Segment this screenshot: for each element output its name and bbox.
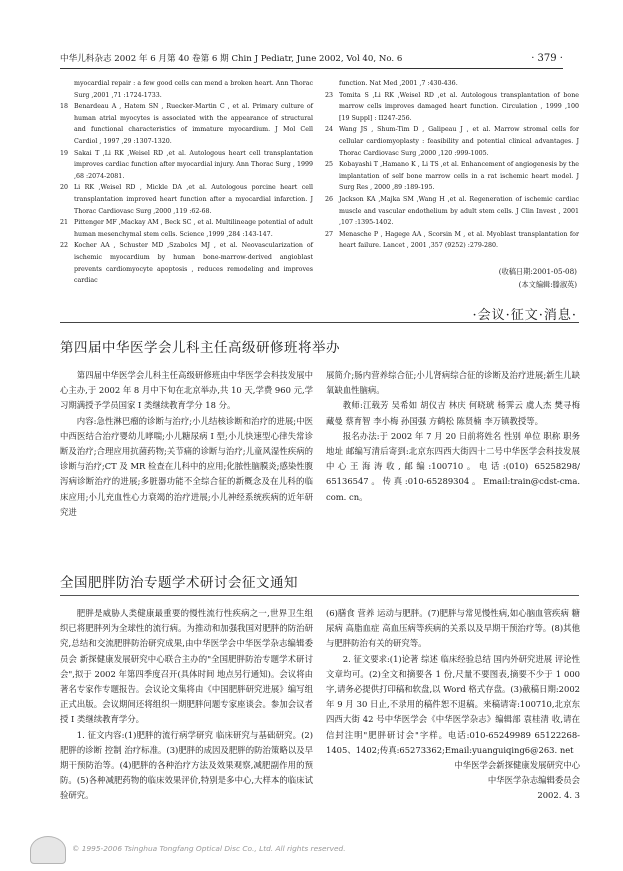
paragraph: 2. 征文要求:(1)论著 综述 临床经验总结 国内外研究进展 评论性文章均可。(2)全文和摘要各 1 份,尺量不要图表,摘要不少于 1 000 字,请务必提供打印稿和软盘,以 Word 格式存盘。(3)截稿日期:2002 年 9 月 30 日止,不录用的稿件恕不退稿。来稿请寄:100710,北京东四西大街 42 号中华医学会《中华医学杂志》编辑部 袁桂清 收,请在信封注明"肥胖研讨会"字样。电话:010-65249989 65122268-1405、1402;传真:65273362;Email:yuanguiqing6@263. net (326, 653, 580, 755)
reference-number: 20 (60, 184, 69, 192)
reference-number: 23 (325, 91, 334, 99)
references-left-column (60, 78, 313, 287)
reference-text: Pittenger MF ,Mackay AM , Beck SC , et al. Multilineage potential of adult human mesenchymal stem cells. Science ,1999 ,284 :143-147. (74, 219, 313, 238)
reference-number: 18 (60, 103, 69, 111)
column-heading: ·会议·征文·消息· (472, 308, 577, 323)
reference-text: Tomita S ,Li RK ,Weisel RD ,et al. Autologous transplantation of bone marrow cells improves damaged heart function. Circulation , 1999 ,100 [19 Suppl] : II247-256. (339, 91, 579, 122)
received-date: (收稿日期:2001-05-08) (498, 267, 577, 276)
reference-text: Wang JS , Shum-Tim D , Galipeau J , et al. Marrow stromal cells for cellular cardiomyoplasty : feasibility and potential clinical advantages. J Thorac Cardiovasc Surg ,2000 ,120 :999-1005. (339, 126, 579, 157)
reference-text: Jackson KA ,Majka SM ,Wang H ,et al. Regeneration of ischemic cardiac muscle and vascular endothelium by adult stem cells. J Clin Invest , 2001 ,107 :1395-1402. (339, 195, 579, 227)
reference-number: 21 (60, 219, 69, 227)
reference-item (60, 78, 313, 101)
signature-line: 中华医学会新探健康发展研究中心 (454, 760, 580, 771)
reference-item (60, 240, 313, 286)
paragraph: 第四届中华医学会儿科主任高级研修班由中华医学会科技发展中心主办,于 2002 年 8 月中下旬在北京举办,共 10 天,学费 960 元,学习期满授予学员国家 I 类继续教育学分 18 分。 (60, 370, 313, 411)
references-right-column (325, 78, 579, 252)
paragraph: 肥胖是威胁人类健康最重要的慢性流行性疾病之一,世界卫生组织已将肥胖列为全球性的流行病。为推动和加强我国对肥胖的防治研究,总结和交流肥胖防治研究成果,由中华医学会中华医学杂志编辑委员会 新探健康发展研究中心联合主办的"全国肥胖防治专题学术研讨会",拟于 2002 年第四季度召开(具体时间 地点另行通知)。会议将由著名专家作专题报告。会议论文集将由《中国肥胖研究进展》编写组正式出版。会议期间还将组织一期肥胖问题专家座谈会。参加会议者授 I 类继续教育学分。 (60, 608, 313, 725)
reference-item (60, 148, 313, 183)
article2-left-column (60, 606, 313, 804)
reference-item (60, 182, 313, 217)
paragraph: 报名办法:于 2002 年 7 月 20 日前将姓名 性别 单位 职称 职务 地址 邮编写清后寄到:北京东四西大街四十二号中华医学会科技发展中心王海涛收,邮编:100710。电话:(010) 65258298/ 65136547。传真:010-65289304。Email:train@cdst-cma. com. cn。 (326, 430, 580, 502)
editor-credit: (本文编辑:滕淑英) (518, 280, 577, 289)
page-number: · 379 · (531, 53, 563, 64)
article1-right-column (326, 368, 580, 505)
reference-item (325, 229, 579, 252)
reference-item (60, 101, 313, 147)
paragraph: 展简介;肠内营养综合征;小儿肾病综合征的诊断及治疗进展;新生儿缺氧缺血性脑病。 (326, 370, 580, 396)
reference-text: Kobayashi T ,Hamano K , Li TS ,et al. Enhancement of angiogenesis by the implantation of self bone marrow cells in a rat ischemic heart model. J Surg Res , 2000 ,89 :189-195. (339, 161, 579, 192)
article2-divider (60, 595, 579, 596)
reference-item (325, 78, 579, 90)
publisher-logo-icon (30, 836, 66, 864)
signature-line: 中华医学杂志编辑委员会 (487, 775, 580, 786)
reference-number: 26 (325, 195, 334, 203)
reference-item (325, 124, 579, 159)
received-info (499, 265, 577, 291)
reference-number: 22 (60, 242, 69, 250)
paragraph: 内容:急性淋巴瘤的诊断与治疗;小儿结核诊断和治疗的进展;中医中西医结合治疗婴幼儿哮喘;小儿糖尿病 I 型;小儿快速型心律失常诊断及治疗;合理应用抗菌药物;关节痛的诊断与治疗;儿童风湿性疾病的诊断与治疗;CT 及 MR 检查在儿科中的应用;化脓性脑膜炎;感染性腹泻病诊断治疗的进展;多脏器功能不全综合征的新概念及在儿科的临床应用;小儿充血性心力衰竭的治疗进展;小儿神经系统疾病的近年研究进 (60, 415, 313, 517)
reference-text: Menasche P , Hagege AA , Scorsin M , et al. Myoblast transplantation for heart failure. Lancet , 2001 ,357 (9252) :279-280. (339, 230, 579, 250)
reference-text: Kocher AA , Schuster MD ,Szabolcs MJ , et al. Neovascularization of ischemic myocardium by human bone-marrow-derived angioblast prevents cardiomyocyte apoptosis , reduces remodeling and improves cardiac (74, 242, 313, 285)
reference-text: Sakai T ,Li RK ,Weisel RD ,et al. Autologous heart cell transplantation improves cardiac function after myocardial injury. Ann Thorac Surg , 1999 ,68 :2074-2081. (74, 149, 313, 180)
reference-item (325, 194, 579, 229)
article1-title: 第四届中华医学会儿科主任高级研修班将举办 (60, 340, 340, 356)
journal-citation: 中华儿科杂志 2002 年 6 月第 40 卷第 6 期 Chin J Pediatr, June 2002, Vol 40, No. 6 (60, 54, 403, 64)
reference-number: 25 (325, 161, 334, 169)
paragraph: 1. 征文内容:(1)肥胖的流行病学研究 临床研究与基础研究。(2)肥胖的诊断 控制 治疗标准。(3)肥胖的成因及肥胖的防治策略以及早期干预防治等。(4)肥胖的各种治疗方法及效果观察,减肥副作用的预防。(5)各种减肥药物的临床效果评价,特别是多中心,大样本的临床试验研究。 (60, 729, 313, 801)
reference-item (325, 90, 579, 125)
running-head (60, 52, 563, 69)
article1-left-column (60, 368, 313, 520)
reference-number: 19 (60, 149, 69, 157)
reference-item (325, 159, 579, 194)
paragraph: (6)膳食 营养 运动与肥胖。(7)肥胖与常见慢性病,如心脑血管疾病 糖尿病 高脂血症 高血压病等疾病的关系以及早期干预治疗等。(8)其他与肥胖防治有关的研究等。 (326, 608, 580, 649)
reference-number: 27 (325, 230, 334, 238)
paragraph: 教师:江载芳 吴希如 胡仪吉 林庆 何晓琥 杨霁云 虞人杰 樊寻梅 藏曼 蔡育智 李小梅 孙国强 方鹤松 陈贤楠 李万镇教授等。 (326, 400, 580, 426)
reference-number: 24 (325, 126, 334, 134)
reference-item (60, 217, 313, 240)
reference-text: function. Nat Med ,2001 ,7 :430-436. (339, 80, 458, 87)
reference-text: Li RK ,Weisel RD , Mickle DA ,et al. Autologous porcine heart cell transplantation improved heart function after a myocardial infarction. J Thorac Cardiovasc Surg ,2000 ,119 :62-68. (74, 184, 313, 215)
article2-right-column (326, 606, 580, 804)
article2-title: 全国肥胖防治专题学术研讨会征文通知 (60, 575, 298, 591)
reference-text: myocardial repair : a few good cells can mend a broken heart. Ann Thorac Surg ,2001 ,71 :1724-1733. (74, 80, 313, 99)
reference-text: Benardeau A , Hatem SN , Ruecker-Martin C , et al. Primary culture of human atrial myocytes is associated with the appearance of structural and functional characteristics of immature myocardium. J Mol Cell Cardiol , 1997 ,29 :1307-1320. (74, 103, 313, 145)
signature-line: 2002. 4. 3 (537, 790, 580, 801)
copyright-notice: © 1995-2006 Tsinghua Tongfang Optical Disc Co., Ltd. All rights reserved. (72, 844, 346, 853)
column-divider (60, 322, 579, 323)
